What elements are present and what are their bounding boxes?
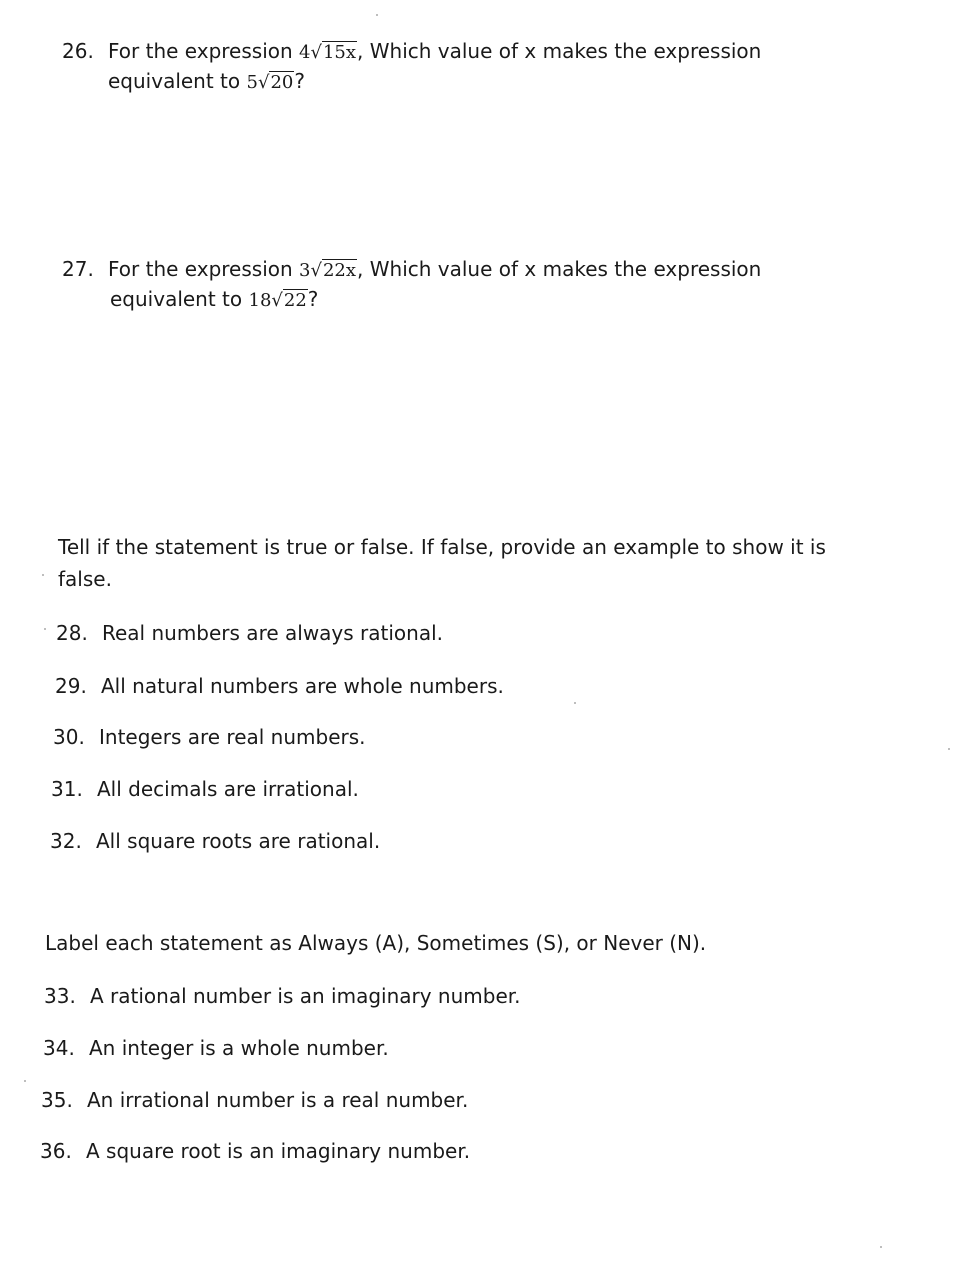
scan-speck bbox=[376, 14, 378, 16]
scan-speck bbox=[42, 574, 44, 576]
section-instruction: Tell if the statement is true or false. If false, provide an example to show it is bbox=[58, 535, 826, 559]
question-26-line1 bbox=[62, 38, 761, 66]
question-32 bbox=[50, 828, 380, 854]
question-30 bbox=[53, 724, 366, 750]
question-number: 31. bbox=[51, 777, 83, 801]
question-number: 35. bbox=[41, 1088, 73, 1112]
question-text: equivalent to bbox=[110, 287, 243, 311]
question-27-line2 bbox=[110, 286, 318, 314]
radical-expression: 4√15x bbox=[299, 42, 357, 63]
section-instruction: Label each statement as Always (A), Sometimes (S), or Never (N). bbox=[45, 931, 707, 955]
question-text: For the expression bbox=[108, 39, 293, 63]
question-27-line1 bbox=[62, 256, 761, 284]
question-number: 26. bbox=[62, 39, 94, 63]
section-instruction: false. bbox=[58, 567, 112, 591]
question-text: An integer is a whole number. bbox=[89, 1036, 389, 1060]
question-number: 32. bbox=[50, 829, 82, 853]
radical-expression: 18√22 bbox=[248, 290, 307, 311]
question-text: ? bbox=[294, 69, 305, 93]
question-text: Real numbers are always rational. bbox=[102, 621, 444, 645]
question-text: A rational number is an imaginary number. bbox=[90, 984, 521, 1008]
radical-expression: 5√20 bbox=[246, 72, 294, 93]
scan-speck bbox=[880, 1246, 882, 1248]
question-text: For the expression bbox=[108, 257, 293, 281]
question-33 bbox=[44, 983, 521, 1009]
scan-speck bbox=[24, 1080, 26, 1082]
question-28 bbox=[56, 620, 443, 646]
scan-speck bbox=[948, 748, 950, 750]
question-text: , Which value of x makes the expression bbox=[357, 257, 762, 281]
question-number: 27. bbox=[62, 257, 94, 281]
question-26-line2 bbox=[108, 68, 305, 96]
question-text: , Which value of x makes the expression bbox=[357, 39, 762, 63]
question-number: 30. bbox=[53, 725, 85, 749]
question-text: ? bbox=[307, 287, 319, 311]
scan-speck bbox=[44, 628, 46, 630]
question-text: All decimals are irrational. bbox=[97, 777, 359, 801]
scan-speck bbox=[574, 702, 576, 704]
question-number: 28. bbox=[56, 621, 88, 645]
question-text: All natural numbers are whole numbers. bbox=[101, 674, 504, 698]
question-number: 33. bbox=[44, 984, 76, 1008]
question-35 bbox=[41, 1087, 468, 1113]
question-number: 34. bbox=[43, 1036, 75, 1060]
question-text: All square roots are rational. bbox=[96, 829, 381, 853]
question-31 bbox=[51, 776, 359, 802]
question-text: An irrational number is a real number. bbox=[87, 1088, 469, 1112]
question-text: A square root is an imaginary number. bbox=[86, 1139, 471, 1163]
radical-expression: 3√22x bbox=[299, 260, 357, 281]
question-number: 29. bbox=[55, 674, 87, 698]
question-text: Integers are real numbers. bbox=[99, 725, 366, 749]
question-34 bbox=[43, 1035, 389, 1061]
question-number: 36. bbox=[40, 1139, 72, 1163]
question-29 bbox=[55, 673, 504, 699]
question-36 bbox=[40, 1138, 470, 1164]
question-text: equivalent to bbox=[108, 69, 241, 93]
